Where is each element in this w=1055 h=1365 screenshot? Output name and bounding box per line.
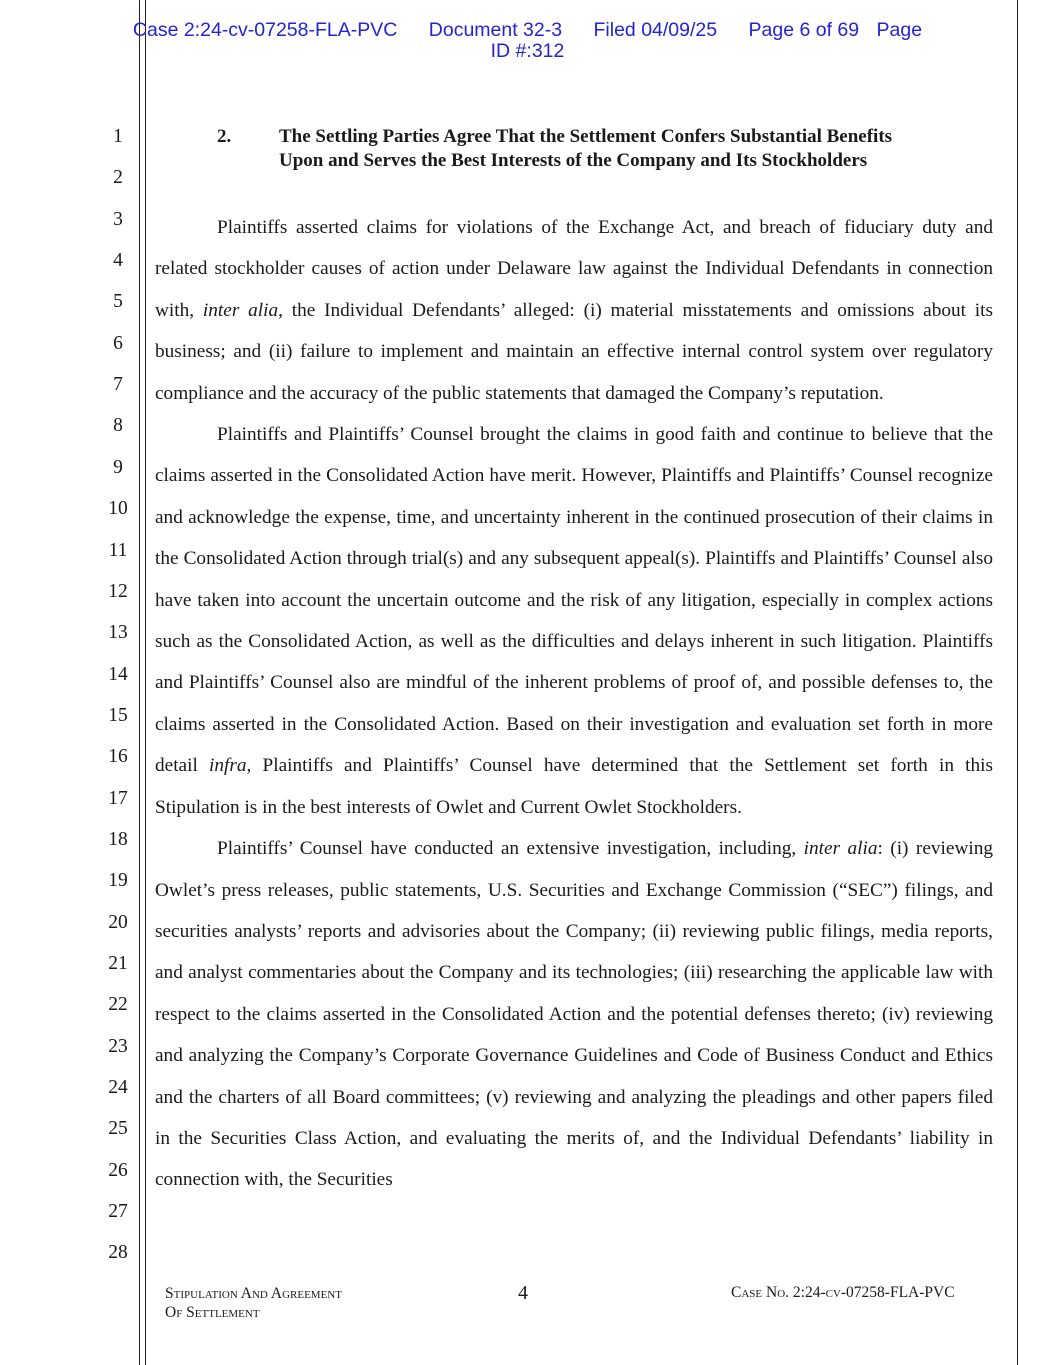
italic-term: infra [209, 755, 247, 777]
line-number: 9 [113, 456, 123, 478]
line-number: 15 [108, 704, 128, 726]
footer-document-title [165, 1284, 342, 1322]
page-id-prefix: Page [876, 19, 923, 41]
page-id: ID #:312 [490, 40, 565, 62]
line-number: 23 [108, 1035, 128, 1057]
line-number: 16 [108, 746, 128, 768]
line-number: 27 [108, 1201, 128, 1223]
line-number: 12 [108, 580, 128, 602]
paragraph [155, 207, 993, 414]
line-number: 14 [108, 663, 128, 685]
line-number: 4 [113, 250, 123, 272]
paragraph [155, 414, 993, 828]
line-number: 1 [113, 126, 123, 147]
document-body [155, 207, 993, 1201]
line-number: 24 [108, 1077, 128, 1099]
footer-page-number: 4 [518, 1282, 528, 1304]
footer-case-number: Case No. 2:24-cv-07258-FLA-PVC [731, 1284, 955, 1301]
ecf-filing-header [0, 20, 1055, 62]
paragraph-text: : (i) reviewing Owlet’s press releases, public statements, U.S. Securities and Exchange Commission (“SEC”) filings, and securities analysts’ reports and advisories about the Company; (ii) reviewing public filings, media reports, and analyst commentaries about the Company and its technologies; (iii) researching the applicable law with respect to the claims asserted in the Consolidated Action and the potential defenses thereto; (iv) reviewing and analyzing the Company’s Corporate Governance Guidelines and Code of Business Conduct and Ethics and the charters of all Board committees; (v) reviewing and analyzing the pleadings and other papers filed in the Securities Class Action, and evaluating the merits of, and the Individual Defendants’ liability in connection with, the Securities [155, 838, 994, 1191]
document-number: Document 32-3 [428, 19, 563, 41]
footer-title-line2: Of Settlement [165, 1304, 260, 1321]
footer-title-line1: Stipulation And Agreement [165, 1285, 342, 1302]
page-count: Page 6 of 69 [748, 19, 860, 41]
line-number: 20 [108, 911, 128, 933]
line-number: 13 [108, 622, 128, 644]
left-margin-rule-inner [145, 0, 146, 1365]
line-number: 2 [113, 167, 123, 189]
line-number: 10 [108, 498, 128, 520]
right-margin-rule [1017, 0, 1018, 1365]
paragraph-text: Plaintiffs and Plaintiffs’ Counsel brought the claims in good faith and continue to believe that the claims asserted in the Consolidated Action have merit. However, Plaintiffs and Plaintiffs’ Counsel recognize and acknowledge the expense, time, and uncertainty inherent in the continued prosecution of their claims in the Consolidated Action through trial(s) and any subsequent appeal(s). Plaintiffs and Plaintiffs’ Counsel also have taken into account the uncertain outcome and the risk of any litigation, especially in complex actions such as the Consolidated Action, as well as the difficulties and delays inherent in such litigation. Plaintiffs and Plaintiffs’ Counsel also are mindful of the inherent problems of proof of, and possible defenses to, the claims asserted in the Consolidated Action. Based on their investigation and evaluation set forth in more detail [155, 424, 993, 777]
line-number: 18 [108, 828, 128, 850]
case-number: Case 2:24-cv-07258-FLA-PVC [132, 19, 398, 41]
line-number: 11 [108, 539, 128, 561]
filed-date: Filed 04/09/25 [593, 19, 718, 41]
paragraph-text: Plaintiffs asserted claims for violations of the Exchange Act, and breach of fiduciary duty and related stockholder causes of action under Delaware law against the Individual Defendants in connection with, [155, 217, 993, 321]
section-number: 2. [217, 126, 232, 147]
line-number: 7 [113, 374, 123, 396]
paragraph-text: , Plaintiffs and Plaintiffs’ Counsel have determined that the Settlement set forth in this Stipulation is in the best interests of Owlet and Current Owlet Stockholders. [155, 755, 993, 818]
line-number: 8 [113, 415, 123, 437]
line-number: 6 [113, 332, 123, 354]
italic-term: inter alia [202, 299, 279, 321]
italic-term: inter alia [803, 838, 878, 860]
paragraph-text: , the Individual Defendants’ alleged: (i) material misstatements and omissions about its business; and (ii) failure to implement and maintain an effective internal control system over regulatory compliance and the accuracy of the public statements that damaged the Company’s reputation. [155, 299, 994, 404]
paragraph [155, 828, 993, 1201]
line-number: 22 [108, 994, 128, 1016]
line-number: 3 [113, 208, 123, 230]
line-number: 21 [108, 953, 128, 974]
paragraph-text: Plaintiffs’ Counsel have conducted an extensive investigation, including, [217, 838, 804, 860]
line-number: 26 [108, 1159, 128, 1181]
line-number: 19 [108, 870, 128, 892]
line-number: 28 [108, 1242, 128, 1264]
line-number: 17 [108, 787, 128, 809]
section-title: The Settling Parties Agree That the Settlement Confers Substantial Benefits Upon and Serves the Best Interests of the Company and Its Stockholders [279, 126, 893, 171]
line-number: 5 [113, 291, 123, 313]
line-number: 25 [108, 1118, 128, 1140]
